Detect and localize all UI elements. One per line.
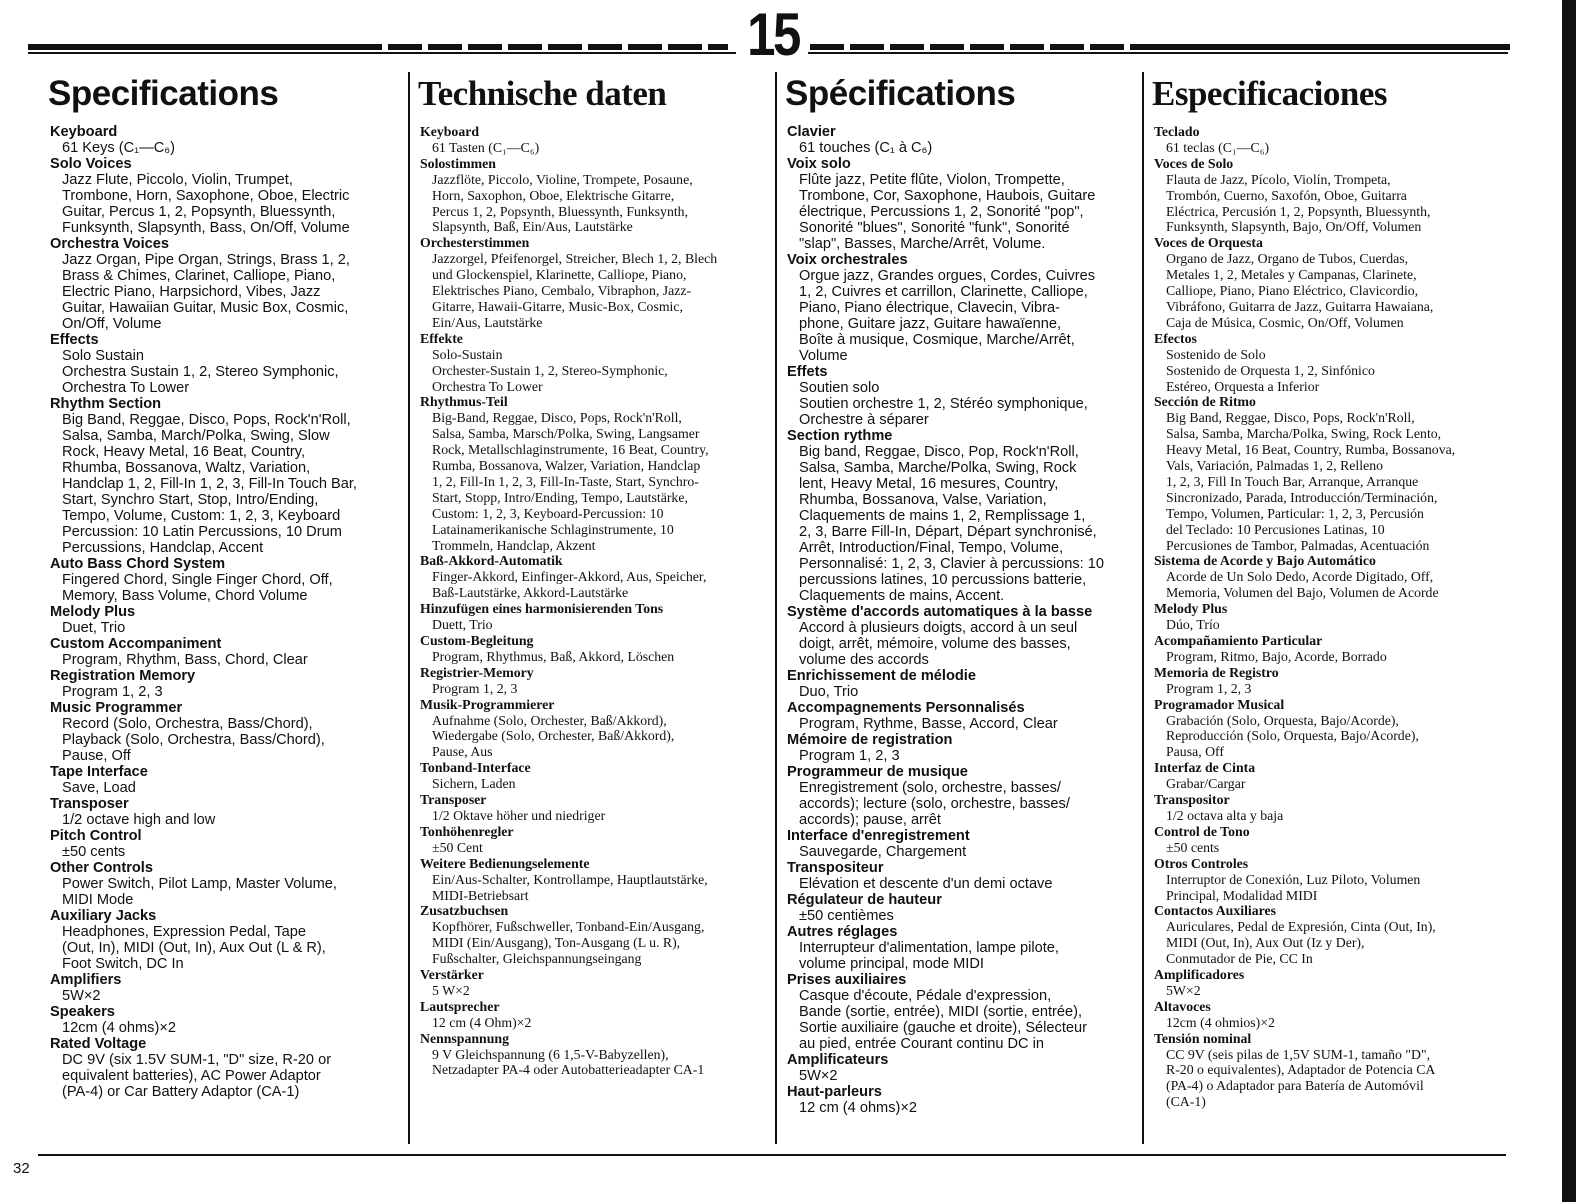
spec-heading: Interfaz de Cinta xyxy=(1154,760,1256,776)
spec-heading: Speakers xyxy=(50,1004,115,1020)
spec-item xyxy=(420,999,770,1031)
spec-value: Jazz Organ, Pipe Organ, Strings, Brass 1, 2, Brass & Chimes, Clarinet, Calliope, Piano, Electric Piano, Harpsichord, Vibes, Jazz Guitar, Hawaiian Guitar, Music Box, Cosmic, On/Off, Volume xyxy=(62,252,350,332)
spec-value: Jazzflöte, Piccolo, Violine, Trompete, Posaune, Horn, Saxophon, Oboe, Elektrische Gitarre, Percus 1, 2, Popsynth, Bluessynth, Funksynth, Slapsynth, Baß, Ein/Aus, Lautstärke xyxy=(432,171,693,235)
spec-heading: Tonband-Interface xyxy=(420,760,531,776)
spec-item xyxy=(787,732,1137,764)
spec-value: Sostenido de Solo Sostenido de Orquesta 1, 2, Sinfónico Estéreo, Orquesta a Inferior xyxy=(1166,346,1375,394)
column-english xyxy=(40,72,400,1144)
spec-item xyxy=(787,156,1137,252)
spec-value: Ein/Aus-Schalter, Kontrollampe, Hauptlautstärke, MIDI-Betriebsart xyxy=(432,871,708,903)
spec-heading: Tensión nominal xyxy=(1154,1030,1252,1046)
spec-value: Soutien solo Soutien orchestre 1, 2, Stéréo symphonique, Orchestre à séparer xyxy=(799,380,1088,428)
spec-heading: Registrier-Memory xyxy=(420,664,534,680)
spec-heading: Voces de Orquesta xyxy=(1154,235,1263,251)
spec-item xyxy=(420,967,770,999)
spec-item xyxy=(1154,156,1504,236)
spec-item xyxy=(1154,665,1504,697)
column-title-german: Technische daten xyxy=(418,74,667,113)
spec-heading: Contactos Auxiliares xyxy=(1154,903,1277,919)
spec-item xyxy=(50,124,400,156)
spec-value: 5W×2 xyxy=(62,988,101,1004)
spec-item xyxy=(420,1031,770,1079)
spec-item xyxy=(420,824,770,856)
spec-item xyxy=(420,697,770,761)
spec-list-german xyxy=(410,124,770,1078)
spec-item xyxy=(787,828,1137,860)
spec-value: Aufnahme (Solo, Orchester, Baß/Akkord), Wiedergabe (Solo, Orchester, Baß/Akkord), Pause, Aus xyxy=(432,712,675,760)
spec-value: 12 cm (4 Ohm)×2 xyxy=(432,1014,532,1030)
spec-value: Organo de Jazz, Organo de Tubos, Cuerdas, Metales 1, 2, Metales y Campanas, Clarinete, Calliope, Piano, Piano Eléctrico, Clavicordio, Vibráfono, Guitarra de Jazz, Guitarra Hawaiana, Caja de Música, Cosmic, On/Off, Volumen xyxy=(1166,251,1434,330)
spec-item xyxy=(420,331,770,395)
spec-item xyxy=(787,972,1137,1052)
spec-value: Headphones, Expression Pedal, Tape (Out, In), MIDI (Out, In), Aux Out (L & R), Foot Switch, DC In xyxy=(62,924,326,972)
spec-item xyxy=(420,760,770,792)
spec-item xyxy=(50,636,400,668)
spec-heading: Sistema de Acorde y Bajo Automático xyxy=(1154,553,1376,569)
spec-heading: Amplificadores xyxy=(1154,967,1245,983)
spec-value: Jazzorgel, Pfeifenorgel, Streicher, Blech 1, 2, Blech und Glockenspiel, Klarinette, Calliope, Piano, Elektrisches Piano, Cembalo, Vibraphon, Jazz- Gitarre, Hawaii-Gitarre, Music-Box, Cosmic, Ein/Aus, Lautstärke xyxy=(432,251,718,330)
spec-value: Save, Load xyxy=(62,780,136,796)
spec-list-spanish xyxy=(1144,124,1504,1110)
spec-item xyxy=(50,764,400,796)
spec-value: Duo, Trio xyxy=(799,684,859,700)
spec-value: Fingered Chord, Single Finger Chord, Off, Memory, Bass Volume, Chord Volume xyxy=(62,572,333,604)
spec-heading: Programador Musical xyxy=(1154,696,1285,712)
spec-item xyxy=(50,796,400,828)
spec-heading: Effets xyxy=(787,364,828,380)
spec-item xyxy=(50,1004,400,1036)
header-thin-rule-left xyxy=(28,52,736,54)
spec-item xyxy=(50,396,400,556)
spec-value: Big-Band, Reggae, Disco, Pops, Rock'n'Roll, Salsa, Samba, Marsch/Polka, Swing, Langsamer Rock, Metallschlaginstrumente, 16 Beat, Country, Rumba, Bossanova, Walzer, Variation, Handclap 1, 2, Fill-In 1, 2, 3, Fill-In-Taste, Start, Synchro- Start, Stopp, Intro/Ending, Tempo, Lautstärke, Custom: 1, 2, 3, Keyboard-Percussion: 10 Latainamerikanische Schlaginstrumente, 10 Trommeln, Handclap, Akzent xyxy=(432,410,709,553)
spec-heading: Melody Plus xyxy=(50,604,136,620)
chapter-number: 15 xyxy=(747,1,799,68)
spec-value: ±50 cents xyxy=(1166,839,1220,855)
spec-item xyxy=(787,252,1137,364)
spec-heading: Keyboard xyxy=(420,124,480,139)
header-thin-rule-right xyxy=(808,52,1508,54)
page-edge-bar xyxy=(1562,0,1576,1202)
spec-heading: Transpositor xyxy=(1154,792,1230,808)
column-spanish xyxy=(1142,72,1504,1144)
spec-heading: Prises auxiliaires xyxy=(787,972,907,988)
spec-heading: Amplificateurs xyxy=(787,1052,889,1068)
spec-heading: Effects xyxy=(50,332,99,348)
spec-value: Accord à plusieurs doigts, accord à un seul doigt, arrêt, mémoire, volume des basses, volume des accords xyxy=(799,620,1078,668)
spec-value: Program 1, 2, 3 xyxy=(1166,680,1252,696)
spec-item xyxy=(420,156,770,236)
spec-item xyxy=(50,668,400,700)
spec-item xyxy=(787,428,1137,604)
spec-value: Sauvegarde, Chargement xyxy=(799,844,967,860)
spec-value: 12 cm (4 ohms)×2 xyxy=(799,1100,918,1116)
spec-heading: Melody Plus xyxy=(1154,601,1228,617)
spec-heading: Tonhöhenregler xyxy=(420,823,514,839)
spec-heading: Haut-parleurs xyxy=(787,1084,882,1100)
spec-value: Auriculares, Pedal de Expresión, Cinta (Out, In), MIDI (Out, In), Aux Out (Iz y Der), Conmutador de Pie, CC In xyxy=(1166,919,1436,967)
spec-item xyxy=(50,700,400,764)
spec-item xyxy=(787,700,1137,732)
spec-value: ±50 Cent xyxy=(432,839,483,855)
spec-item xyxy=(50,156,400,236)
spec-heading: Effekte xyxy=(420,330,463,346)
spec-heading: Auxiliary Jacks xyxy=(50,908,157,924)
spec-heading: Autres réglages xyxy=(787,924,898,940)
spec-heading: Custom-Begleitung xyxy=(420,633,534,648)
spec-value: Program 1, 2, 3 xyxy=(62,684,163,700)
spec-heading: Other Controls xyxy=(50,860,153,876)
spec-heading: Verstärker xyxy=(420,967,484,983)
spec-value: 61 teclas (C₁—C₆) xyxy=(1166,139,1270,155)
spec-value: Program 1, 2, 3 xyxy=(432,680,518,696)
spec-value: Elévation et descente d'un demi octave xyxy=(799,876,1053,892)
spec-value: Solo Sustain Orchestra Sustain 1, 2, Stereo Symphonic, Orchestra To Lower xyxy=(62,348,339,396)
spec-heading: Rhythm Section xyxy=(50,396,162,412)
spec-item xyxy=(1154,394,1504,553)
spec-item xyxy=(787,924,1137,972)
spec-heading: Enrichissement de mélodie xyxy=(787,668,976,684)
footer-rule xyxy=(38,1154,1506,1156)
spec-value: 12cm (4 ohmios)×2 xyxy=(1166,1014,1275,1030)
spec-item xyxy=(50,972,400,1004)
spec-value: ±50 centièmes xyxy=(799,908,894,924)
spec-item xyxy=(787,604,1137,668)
spec-heading: Baß-Akkord-Automatik xyxy=(420,553,563,569)
spec-heading: Solo Voices xyxy=(50,156,132,172)
spec-value: 1/2 octave high and low xyxy=(62,812,216,828)
spec-item xyxy=(420,792,770,824)
spec-value: 61 Tasten (C₁—C₆) xyxy=(432,139,540,155)
spec-item xyxy=(420,903,770,967)
spec-value: Finger-Akkord, Einfinger-Akkord, Aus, Speicher, Baß-Lautstärke, Akkord-Lautstärke xyxy=(432,569,707,601)
spec-value: Big Band, Reggae, Disco, Pops, Rock'n'Roll, Salsa, Samba, March/Polka, Swing, Slow Rock, Heavy Metal, 16 Beat, Country, Rhumba, Bossanova, Waltz, Variation, Handclap 1, 2, Fill-In 1, 2, 3, Fill-In Touch Bar, Start, Synchro Start, Stop, Intro/Ending, Tempo, Volume, Custom: 1, 2, 3, Keyboard Percussion: 10 Latin Percussions, 10 Drum Percussions, Handclap, Accent xyxy=(62,412,357,556)
spec-value: 1/2 Oktave höher und niedriger xyxy=(432,807,606,823)
spec-item xyxy=(787,124,1137,156)
spec-value: Grabación (Solo, Orquesta, Bajo/Acorde), Reproducción (Solo, Orquesta, Bajo/Acorde), Pausa, Off xyxy=(1166,712,1419,760)
spec-value: 5W×2 xyxy=(1166,982,1201,998)
spec-heading: Lautsprecher xyxy=(420,998,500,1014)
spec-heading: Hinzufügen eines harmonisierenden Tons xyxy=(420,601,664,617)
header-rule-left xyxy=(28,44,728,50)
spec-heading: Control de Tono xyxy=(1154,823,1250,839)
spec-value: Big Band, Reggae, Disco, Pops, Rock'n'Roll, Salsa, Samba, Marcha/Polka, Swing, Rock Lento, Heavy Metal, 16 Beat, Country, Rumba, Bossanova, Vals, Variación, Palmadas 1, 2, Relleno 1, 2, 3, Fill In Touch Bar, Arranque, Arranque Sincronizado, Parada, Introducción/Terminación, Tempo, Volumen, Particular: 1, 2, 3, Percusión del Teclado: 10 Percusiones Latinas, 10 Percusiones de Tambor, Palmadas, Acentuación xyxy=(1166,410,1456,553)
spec-value: Enregistrement (solo, orchestre, basses/ accords); lecture (solo, orchestre, basses/ accords); pause, arrêt xyxy=(799,780,1070,828)
spec-item xyxy=(1154,697,1504,761)
spec-value: 61 Keys (C₁—C₆) xyxy=(62,140,175,156)
spec-heading: Système d'accords automatiques à la basse xyxy=(787,604,1093,620)
spec-heading: Accompagnements Personnalisés xyxy=(787,700,1025,716)
spec-item xyxy=(420,633,770,665)
column-title-english: Specifications xyxy=(48,74,279,113)
spec-item xyxy=(1154,1031,1504,1111)
spec-value: 9 V Gleichspannung (6 1,5-V-Babyzellen), Netzadapter PA-4 oder Autobatterieadapter CA-1 xyxy=(432,1046,705,1078)
spec-item xyxy=(1154,967,1504,999)
spec-heading: Solostimmen xyxy=(420,155,496,171)
spec-item xyxy=(50,908,400,972)
spec-value: 1/2 octava alta y baja xyxy=(1166,807,1284,823)
spec-heading: Transpositeur xyxy=(787,860,884,876)
spec-item xyxy=(787,892,1137,924)
spec-value: Acorde de Un Solo Dedo, Acorde Digitado, Off, Memoria, Volumen del Bajo, Volumen de Acorde xyxy=(1166,569,1439,601)
spec-item xyxy=(1154,792,1504,824)
spec-value: DC 9V (six 1.5V SUM-1, "D" size, R-20 or equivalent batteries), AC Power Adaptor (PA-4) or Car Battery Adaptor (CA-1) xyxy=(62,1052,332,1100)
spec-item xyxy=(50,556,400,604)
spec-value: Casque d'écoute, Pédale d'expression, Bande (sortie, entrée), MIDI (sortie, entrée), Sortie auxiliaire (gauche et droite), Sélecteur au pied, entrée Courant continu DC in xyxy=(799,988,1087,1052)
spec-value: Record (Solo, Orchestra, Bass/Chord), Playback (Solo, Orchestra, Bass/Chord), Pause, Off xyxy=(62,716,325,764)
spec-item xyxy=(1154,999,1504,1031)
spec-heading: Transposer xyxy=(50,796,129,812)
spec-heading: Music Programmer xyxy=(50,700,183,716)
spec-value: Kopfhörer, Fußschweller, Tonband-Ein/Ausgang, MIDI (Ein/Ausgang), Ton-Ausgang (L u. R), Fußschalter, Gleichspannungseingang xyxy=(432,919,705,967)
spec-item xyxy=(1154,633,1504,665)
spec-value: Solo-Sustain Orchester-Sustain 1, 2, Stereo-Symphonic, Orchestra To Lower xyxy=(432,346,668,394)
spec-item xyxy=(1154,235,1504,330)
spec-heading: Memoria de Registro xyxy=(1154,664,1279,680)
spec-heading: Clavier xyxy=(787,124,836,140)
column-french xyxy=(775,72,1137,1144)
spec-heading: Altavoces xyxy=(1154,998,1211,1014)
spec-heading: Orchesterstimmen xyxy=(420,235,530,251)
spec-item xyxy=(420,124,770,156)
column-title-spanish: Especificaciones xyxy=(1152,74,1388,113)
spec-heading: Registration Memory xyxy=(50,668,196,684)
spec-heading: Auto Bass Chord System xyxy=(50,556,226,572)
spec-value: 61 touches (C₁ à C₆) xyxy=(799,140,933,156)
spec-heading: Acompañamiento Particular xyxy=(1154,633,1323,648)
spec-item xyxy=(787,364,1137,428)
spec-value: 5W×2 xyxy=(799,1068,838,1084)
spec-value: Interrupteur d'alimentation, lampe pilote, volume principal, mode MIDI xyxy=(799,940,1059,972)
spec-value: Flauta de Jazz, Pícolo, Violín, Trompeta, Trombón, Cuerno, Saxofón, Oboe, Guitarra Eléctrica, Percusión 1, 2, Popsynth, Bluessynth, Funksynth, Slapsynth, Bajo, On/Off, Volumen xyxy=(1166,171,1431,235)
spec-item xyxy=(787,1084,1137,1116)
spec-item xyxy=(420,601,770,633)
spec-heading: Transposer xyxy=(420,792,487,808)
spec-item xyxy=(420,553,770,601)
spec-list-english xyxy=(40,124,400,1100)
spec-item xyxy=(50,236,400,332)
spec-item xyxy=(787,764,1137,828)
spec-heading: Orchestra Voices xyxy=(50,236,169,252)
spec-value: Big band, Reggae, Disco, Pop, Rock'n'Roll, Salsa, Samba, Marche/Polka, Swing, Rock lent, Heavy Metal, 16 mesures, Country, Rhumba, Bossanova, Valse, Variation, Claquements de mains 1, 2, Remplissage 1, 2, 3, Barre Fill-In, Départ, Départ synchronisé, Arrêt, Introduction/Final, Tempo, Volume, Personnalisé: 1, 2, 3, Clavier à percussions: 10 percussions latines, 10 percussions batterie, Claquements de mains, Accent. xyxy=(799,444,1105,604)
page-header xyxy=(0,0,1576,80)
spec-value: Program 1, 2, 3 xyxy=(799,748,900,764)
spec-value: Interruptor de Conexión, Luz Piloto, Volumen Principal, Modalidad MIDI xyxy=(1166,871,1421,903)
spec-heading: Voix orchestrales xyxy=(787,252,908,268)
spec-heading: Teclado xyxy=(1154,124,1200,139)
spec-value: Power Switch, Pilot Lamp, Master Volume, MIDI Mode xyxy=(62,876,337,908)
spec-item xyxy=(787,1052,1137,1084)
spec-heading: Nennspannung xyxy=(420,1030,509,1046)
spec-item xyxy=(1154,553,1504,601)
spec-item xyxy=(787,668,1137,700)
spec-heading: Efectos xyxy=(1154,330,1197,346)
spec-value: 5 W×2 xyxy=(432,982,470,998)
spec-value: Sichern, Laden xyxy=(432,776,516,792)
spec-heading: Custom Accompaniment xyxy=(50,636,222,652)
spec-value: CC 9V (seis pilas de 1,5V SUM-1, tamaño "D", R-20 o equivalentes), Adaptador de Potencia CA (PA-4) o Adaptador para Batería de Automóvil (CA-1) xyxy=(1166,1046,1436,1110)
spec-item xyxy=(50,1036,400,1100)
spec-heading: Weitere Bedienungselemente xyxy=(420,855,590,871)
page-number: 32 xyxy=(13,1160,30,1177)
spec-heading: Tape Interface xyxy=(50,764,148,780)
spec-item xyxy=(420,856,770,904)
spec-value: Program, Rhythmus, Baß, Akkord, Löschen xyxy=(432,648,675,664)
header-rule-right xyxy=(810,44,1510,50)
spec-heading: Mémoire de registration xyxy=(787,732,953,748)
spec-heading: Rated Voltage xyxy=(50,1036,147,1052)
spec-value: Grabar/Cargar xyxy=(1166,776,1246,792)
spec-value: Duett, Trio xyxy=(432,617,493,633)
spec-value: Program, Ritmo, Bajo, Acorde, Borrado xyxy=(1166,648,1387,664)
spec-value: Program, Rythme, Basse, Accord, Clear xyxy=(799,716,1058,732)
spec-value: Jazz Flute, Piccolo, Violin, Trumpet, Trombone, Horn, Saxophone, Oboe, Electric Guitar, Percus 1, 2, Popsynth, Bluessynth, Funksynth, Slapsynth, Bass, On/Off, Volume xyxy=(62,172,350,236)
spec-value: Program, Rhythm, Bass, Chord, Clear xyxy=(62,652,308,668)
spec-heading: Otros Controles xyxy=(1154,855,1249,871)
spec-heading: Zusatzbuchsen xyxy=(420,903,509,919)
spec-heading: Musik-Programmierer xyxy=(420,696,555,712)
spec-item xyxy=(50,828,400,860)
spec-heading: Régulateur de hauteur xyxy=(787,892,942,908)
spec-item xyxy=(420,235,770,330)
column-title-french: Spécifications xyxy=(785,74,1016,113)
spec-item xyxy=(1154,760,1504,792)
spec-heading: Interface d'enregistrement xyxy=(787,828,970,844)
spec-value: 12cm (4 ohms)×2 xyxy=(62,1020,176,1036)
spec-heading: Voces de Solo xyxy=(1154,155,1234,171)
column-german xyxy=(408,72,770,1144)
spec-heading: Amplifiers xyxy=(50,972,122,988)
spec-list-french xyxy=(777,124,1137,1116)
spec-item xyxy=(787,860,1137,892)
spec-item xyxy=(1154,856,1504,904)
spec-item xyxy=(50,860,400,908)
spec-item xyxy=(1154,903,1504,967)
spec-item xyxy=(420,665,770,697)
spec-heading: Pitch Control xyxy=(50,828,142,844)
spec-item xyxy=(1154,601,1504,633)
spec-heading: Keyboard xyxy=(50,124,118,140)
spec-value: Dúo, Trío xyxy=(1166,617,1220,633)
spec-item xyxy=(1154,331,1504,395)
spec-item xyxy=(50,604,400,636)
spec-heading: Section rythme xyxy=(787,428,893,444)
spec-item xyxy=(1154,124,1504,156)
spec-heading: Programmeur de musique xyxy=(787,764,968,780)
spec-item xyxy=(50,332,400,396)
spec-heading: Rhythmus-Teil xyxy=(420,394,508,410)
spec-value: Duet, Trio xyxy=(62,620,126,636)
spec-value: Orgue jazz, Grandes orgues, Cordes, Cuivres 1, 2, Cuivres et carrillon, Clarinette, Calliope, Piano, Piano électrique, Clavecin, Vibra- phone, Guitare jazz, Guitare hawaïenne, Boîte à musique, Cosmique, Marche/Arrêt, Volume xyxy=(799,268,1096,364)
spec-heading: Voix solo xyxy=(787,156,851,172)
spec-item xyxy=(420,394,770,553)
spec-item xyxy=(1154,824,1504,856)
spec-value: ±50 cents xyxy=(62,844,126,860)
spec-value: Flûte jazz, Petite flûte, Violon, Trompette, Trombone, Cor, Saxophone, Haubois, Guitare électrique, Percussions 1, 2, Sonorité "pop", Sonorité "blues", Sonorité "funk", Sonorité "slap", Basses, Marche/Arrêt, Volume. xyxy=(799,172,1096,252)
spec-heading: Sección de Ritmo xyxy=(1154,394,1256,410)
